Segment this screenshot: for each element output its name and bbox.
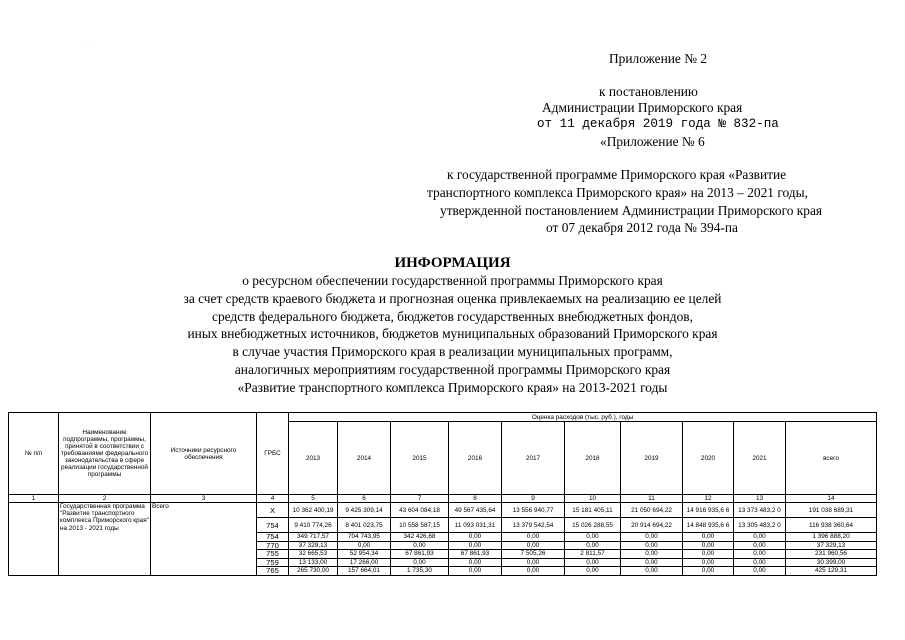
value-cell: 0,00 [734,558,786,567]
value-cell: 0,00 [565,558,621,567]
subtitle-line: аналогичных мероприятиям государственной программы Приморского края [234,361,671,377]
total-value-cell: 1 396 888,20 [786,533,877,542]
value-cell: 8 401 023,75 [338,518,391,533]
value-cell: 13 379 542,54 [502,518,565,533]
value-cell: 0,00 [391,541,449,550]
appendix6-label: «Приложение № 6 [600,134,705,149]
value-cell: 13 305 483,2 0 [734,518,786,533]
value-cell: 7 505,26 [502,550,565,559]
col-number: 12 [683,495,734,503]
grbs-cell: 754 [257,533,289,542]
total-value-cell: 30 399,00 [786,558,877,567]
value-cell: 20 914 694,22 [621,518,683,533]
value-cell: 0,00 [565,567,621,576]
table-body [9,503,877,576]
document-subtitle [0,272,905,397]
subtitle-line: о ресурсном обеспечении государственной программы Приморского края [242,273,663,288]
administration-label: Администрации Приморского края [542,100,743,115]
to-resolution-label: к постановлению [599,84,698,99]
year-header: 2017 [502,422,565,495]
total-value-cell: 116 938 360,64 [786,518,877,533]
col-number: 11 [621,495,683,503]
value-cell: 49 567 435,64 [449,503,502,518]
col-header-source: Источники ресурсного обеспечения [151,413,257,495]
value-cell: 0,00 [565,541,621,550]
value-cell: 0,00 [502,533,565,542]
col-number: 1 [9,495,59,503]
value-cell: 0,00 [734,533,786,542]
value-cell: 0,00 [683,533,734,542]
col-header-name: Наименование подпрограммы, программы, принятой в соответствии с требованиями федерального законодательства в сфере реализации государственной программы [59,413,151,495]
value-cell: 2 811,57 [565,550,621,559]
col-number: 7 [391,495,449,503]
subtitle-line: «Развитие транспортного комплекса Приморского края» на 2013-2021 годы [237,379,668,395]
value-cell: 9 410 774,26 [289,518,338,533]
value-cell: 0,00 [683,541,734,550]
value-cell: 15 181 405,11 [565,503,621,518]
document-title: ИНФОРМАЦИЯ [394,255,511,271]
value-cell: 0,00 [449,558,502,567]
row-num-cell [9,503,59,576]
value-cell: 11 093 031,31 [449,518,502,533]
value-cell: 13 133,00 [289,558,338,567]
value-cell: 0,00 [621,567,683,576]
value-cell: 13 373 483,2 0 [734,503,786,518]
value-cell: 0,00 [621,541,683,550]
value-cell: 265 730,00 [289,567,338,576]
total-value-cell: 231 960,56 [786,550,877,559]
value-cell: 14 848 935,6 6 [683,518,734,533]
year-header: 2014 [338,422,391,495]
grbs-cell: Х [257,503,289,518]
value-cell: 9 425 309,14 [338,503,391,518]
table-colnum-row [9,495,877,503]
value-cell: 342 426,68 [391,533,449,542]
col-number: 3 [151,495,257,503]
value-cell: 0,00 [621,533,683,542]
total-value-cell: 37 329,13 [786,541,877,550]
program-ref-line-2: транспортного комплекса Приморского края» на 2013 – 2021 годы, [427,185,808,200]
grbs-cell: 765 [257,567,289,576]
table-row [9,503,877,518]
col-number: 13 [734,495,786,503]
value-cell: 0,00 [734,567,786,576]
value-cell: 37 329,13 [289,541,338,550]
year-header: 2018 [565,422,621,495]
program-ref-line-3: утвержденной постановлением Администрации Приморского края [440,203,823,218]
grbs-cell: 759 [257,558,289,567]
grbs-cell: 770 [257,541,289,550]
col-number: 2 [59,495,151,503]
value-cell: 704 743,95 [338,533,391,542]
program-name-cell: Государственная программа "Развитие транспортного комплекса Приморского края" на 2013 - 2021 годы [59,503,151,576]
value-cell: 0,00 [391,558,449,567]
col-number: 5 [289,495,338,503]
subtitle-line: иных внебюджетных источников, бюджетов муниципальных образований Приморского края [187,326,718,342]
table-header-row [9,413,877,422]
value-cell: 0,00 [502,541,565,550]
value-cell: 21 050 694,22 [621,503,683,518]
value-cell: 0,00 [683,550,734,559]
year-header: 2019 [621,422,683,495]
value-cell: 13 556 940,77 [502,503,565,518]
scan-speck: · · [82,44,94,50]
year-header-total: всего [786,422,877,495]
value-cell: 0,00 [621,550,683,559]
value-cell: 1 735,30 [391,567,449,576]
value-cell: 10 362 400,19 [289,503,338,518]
value-cell: 0,00 [683,567,734,576]
subtitle-line: в случае участия Приморского края в реализации муниципальных программ, [232,344,673,360]
program-ref-line-4: от 07 декабря 2012 года № 394-па [546,220,738,235]
program-ref-line-1: к государственной программе Приморского края «Развитие [447,167,787,182]
value-cell: 157 664,01 [338,567,391,576]
value-cell: 32 665,53 [289,550,338,559]
value-cell: 0,00 [502,567,565,576]
col-number: 6 [338,495,391,503]
value-cell: 349 717,57 [289,533,338,542]
col-header-grbs: ГРБС [257,413,289,495]
value-cell: 15 026 288,55 [565,518,621,533]
resolution-date-label: от 11 декабря 2019 года № 832-па [537,117,779,131]
value-cell: 67 861,93 [391,550,449,559]
value-cell: 10 558 587,15 [391,518,449,533]
grbs-cell: 754 [257,518,289,533]
year-header: 2020 [683,422,734,495]
total-value-cell: 191 038 689,31 [786,503,877,518]
year-header: 2016 [449,422,502,495]
resource-table [8,412,877,576]
col-number: 4 [257,495,289,503]
value-cell: 0,00 [449,541,502,550]
total-value-cell: 425 129,31 [786,567,877,576]
col-number: 10 [565,495,621,503]
value-cell: 43 604 084,18 [391,503,449,518]
value-cell: 52 954,34 [338,550,391,559]
col-number: 9 [502,495,565,503]
source-cell: Всего [151,503,257,576]
value-cell: 0,00 [621,558,683,567]
value-cell: 14 916 935,6 6 [683,503,734,518]
value-cell: 0,00 [683,558,734,567]
value-cell: 0,00 [449,567,502,576]
value-cell: 0,00 [734,541,786,550]
subtitle-line: за счет средств краевого бюджета и прогнозная оценка привлекаемых на реализацию ее целей [183,290,722,306]
year-header: 2015 [391,422,449,495]
value-cell: 0,00 [338,541,391,550]
appendix-label: Приложение № 2 [609,51,708,66]
value-cell: 0,00 [734,550,786,559]
value-cell: 17 266,00 [338,558,391,567]
subtitle-line: средств федерального бюджета, бюджетов государственных внебюджетных фондов, [212,308,693,324]
year-header: 2013 [289,422,338,495]
value-cell: 67 861,93 [449,550,502,559]
value-cell: 0,00 [502,558,565,567]
col-header-num: № п/п [9,413,59,495]
col-number: 8 [449,495,502,503]
value-cell: 0,00 [565,533,621,542]
col-header-estimate: Оценка расходов (тыс. руб.), годы [289,413,877,422]
year-header: 2021 [734,422,786,495]
value-cell: 0,00 [449,533,502,542]
grbs-cell: 755 [257,550,289,559]
col-number: 14 [786,495,877,503]
